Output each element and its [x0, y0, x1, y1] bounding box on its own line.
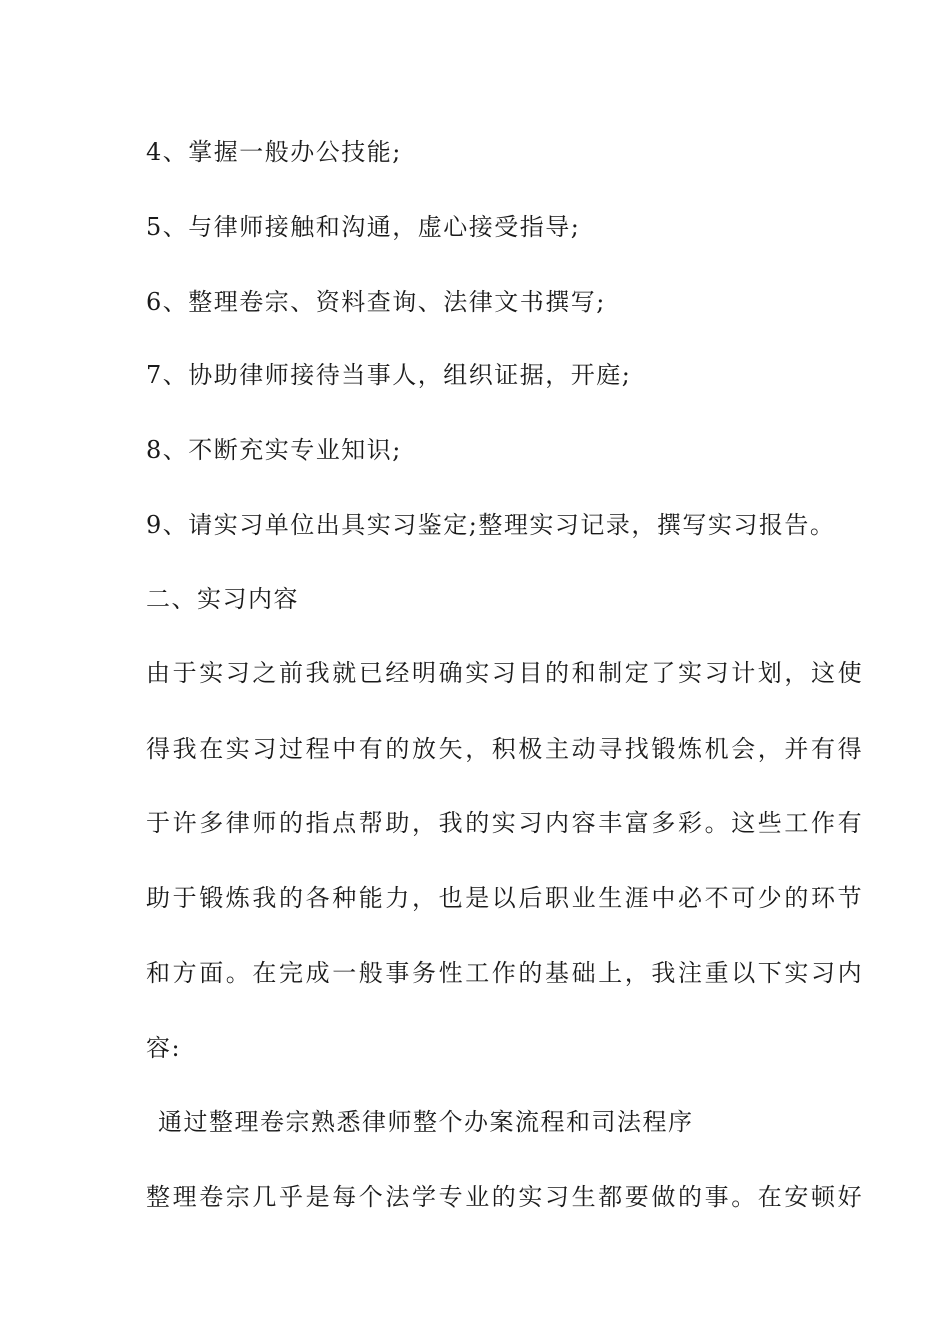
paragraph-last-line: 整理卷宗几乎是每个法学专业的实习生都要做的事。在安顿好 [146, 1183, 865, 1211]
list-item-7: 7、协助律师接待当事人，组织证据，开庭; [146, 361, 632, 389]
list-item-9: 9、请实习单位出具实习鉴定;整理实习记录，撰写实习报告。 [146, 511, 836, 539]
list-item-8: 8、不断充实专业知识; [146, 436, 402, 464]
list-item-5: 5、与律师接触和沟通，虚心接受指导; [146, 213, 581, 241]
section-heading: 二、实习内容 [146, 585, 299, 613]
paragraph-line-5: 和方面。在完成一般事务性工作的基础上，我注重以下实习内 [146, 959, 865, 987]
paragraph-line-1: 由于实习之前我就已经明确实习目的和制定了实习计划，这使 [146, 659, 865, 687]
paragraph-line-6: 容: [146, 1034, 182, 1062]
paragraph-line-2: 得我在实习过程中有的放矢，积极主动寻找锻炼机会，并有得 [146, 735, 865, 763]
list-item-4: 4、掌握一般办公技能; [146, 138, 402, 166]
paragraph-line-4: 助于锻炼我的各种能力，也是以后职业生涯中必不可少的环节 [146, 884, 865, 912]
list-item-6: 6、整理卷宗、资料查询、法律文书撰写; [146, 288, 606, 316]
paragraph-line-3: 于许多律师的指点帮助，我的实习内容丰富多彩。这些工作有 [146, 809, 865, 837]
subheading: 通过整理卷宗熟悉律师整个办案流程和司法程序 [158, 1108, 694, 1136]
